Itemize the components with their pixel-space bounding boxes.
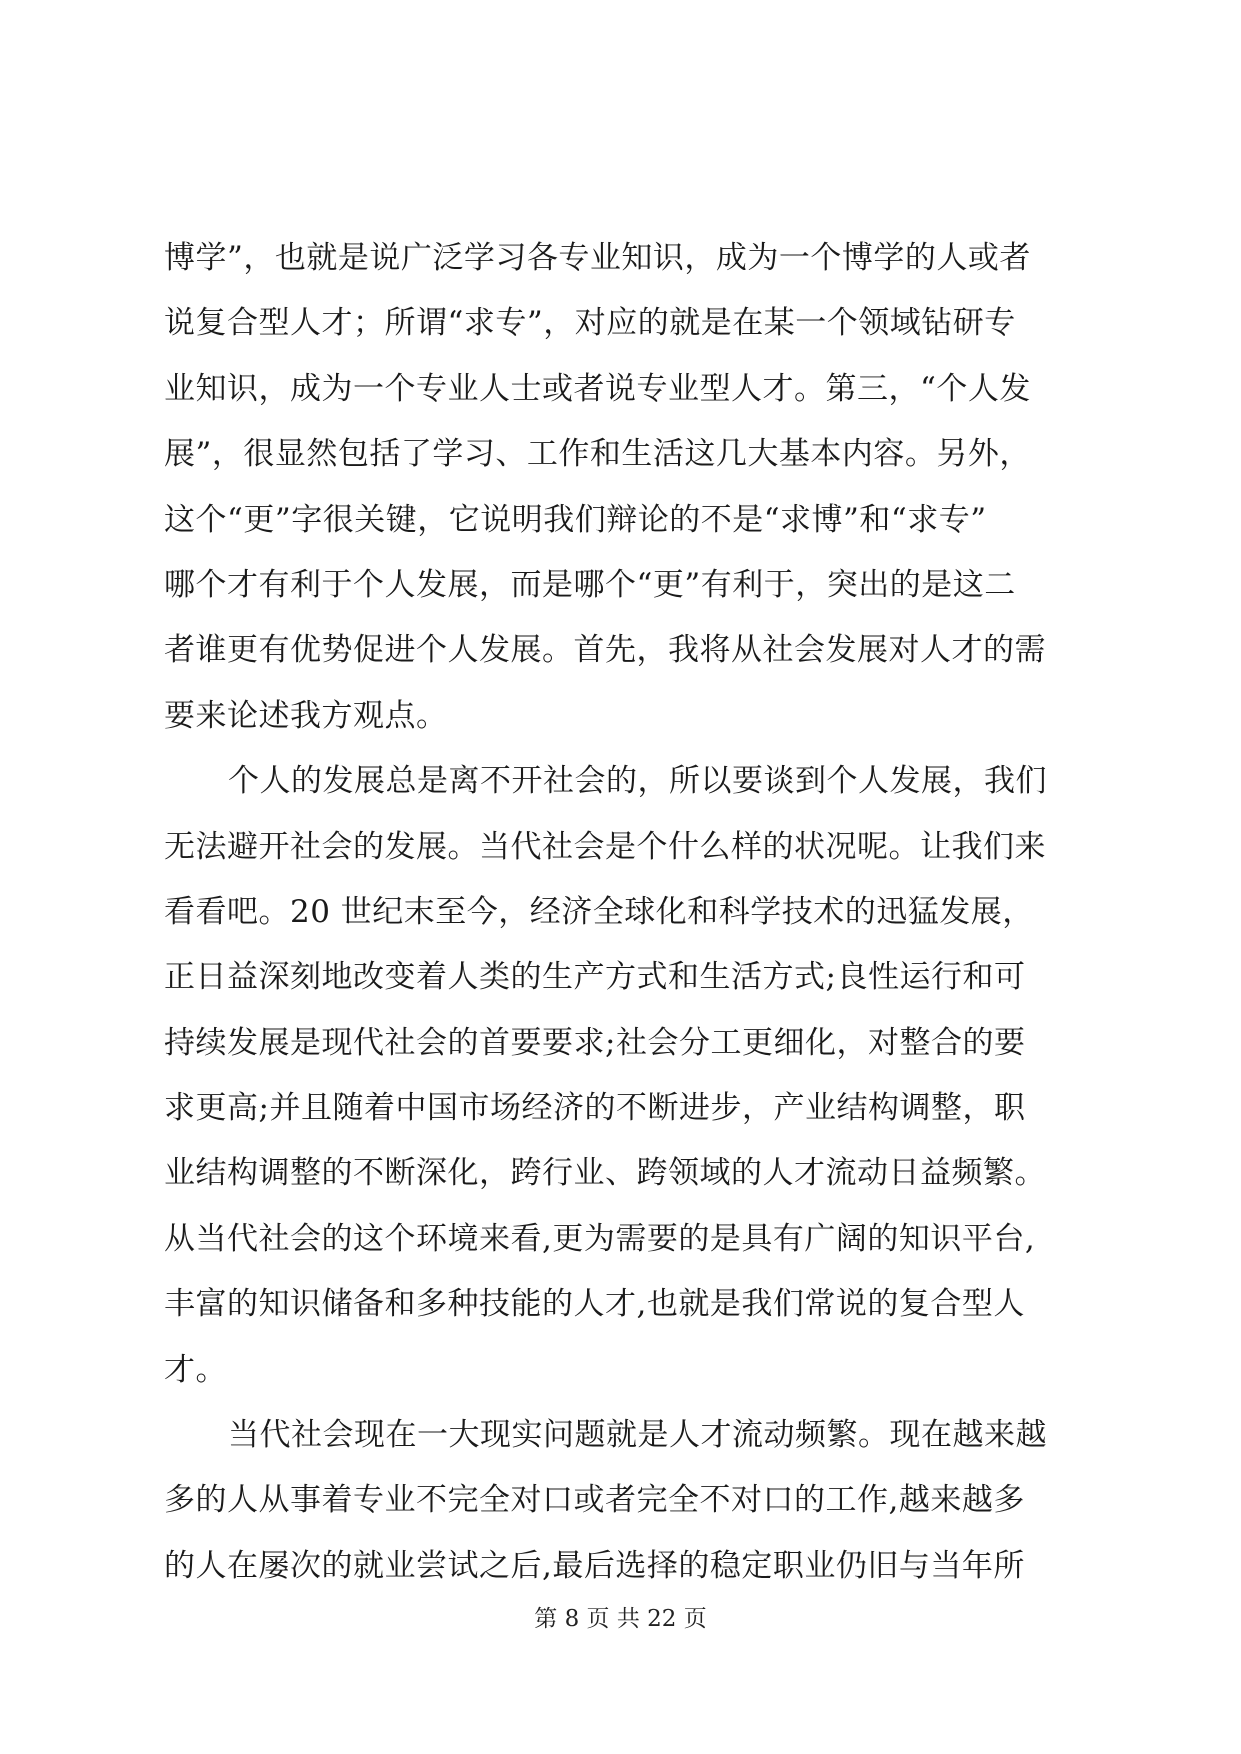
text-line: 哪个才有利于个人发展，而是哪个“更”有利于，突出的是这二 xyxy=(164,566,1016,603)
text-line: 正日益深刻地改变着人类的生产方式和生活方式;良性运行和可 xyxy=(164,959,1026,996)
text-line: 这个“更”字很关键，它说明我们辩论的不是“求博”和“求专” xyxy=(164,501,987,538)
text-line: 的人在屡次的就业尝试之后,最后选择的稳定职业仍旧与当年所 xyxy=(164,1547,1025,1584)
text-line: 展”，很显然包括了学习、工作和生活这几大基本内容。另外， xyxy=(164,436,1031,473)
paragraph-start-line: 个人的发展总是离不开社会的，所以要谈到个人发展，我们 xyxy=(228,763,1047,800)
body-text xyxy=(164,226,1084,1599)
text-line: 求更高;并且随着中国市场经济的不断进步，产业结构调整，职 xyxy=(164,1090,1026,1127)
text-line: 要来论述我方观点。 xyxy=(164,697,448,734)
text-line: 丰富的知识储备和多种技能的人才,也就是我们常说的复合型人 xyxy=(164,1286,1025,1323)
text-line: 从当代社会的这个环境来看,更为需要的是具有广阔的知识平台, xyxy=(164,1220,1036,1257)
text-line: 才。 xyxy=(164,1351,227,1388)
paragraph-start-line: 当代社会现在一大现实问题就是人才流动频繁。现在越来越 xyxy=(228,1417,1047,1454)
text-line: 博学”，也就是说广泛学习各专业知识，成为一个博学的人或者 xyxy=(164,240,1031,276)
text-line: 业结构调整的不断深化，跨行业、跨领域的人才流动日益频繁。 xyxy=(164,1155,1046,1192)
text-line: 无法避开社会的发展。当代社会是个什么样的状况呢。让我们来 xyxy=(164,828,1046,865)
page-footer: 第 8 页 共 22 页 xyxy=(534,1606,707,1632)
text-line: 说复合型人才；所谓“求专”，对应的就是在某一个领域钻研专 xyxy=(164,305,1016,342)
text-line: 看看吧。20 世纪末至今，经济全球化和科学技术的迅猛发展， xyxy=(164,893,1034,930)
text-line: 者谁更有优势促进个人发展。首先，我将从社会发展对人才的需 xyxy=(164,632,1046,669)
text-line: 持续发展是现代社会的首要要求;社会分工更细化，对整合的要 xyxy=(164,1024,1026,1061)
text-line: 多的人从事着专业不完全对口或者完全不对口的工作,越来越多 xyxy=(164,1482,1025,1519)
text-line: 业知识，成为一个专业人士或者说专业型人才。第三，“个人发 xyxy=(164,370,1031,407)
